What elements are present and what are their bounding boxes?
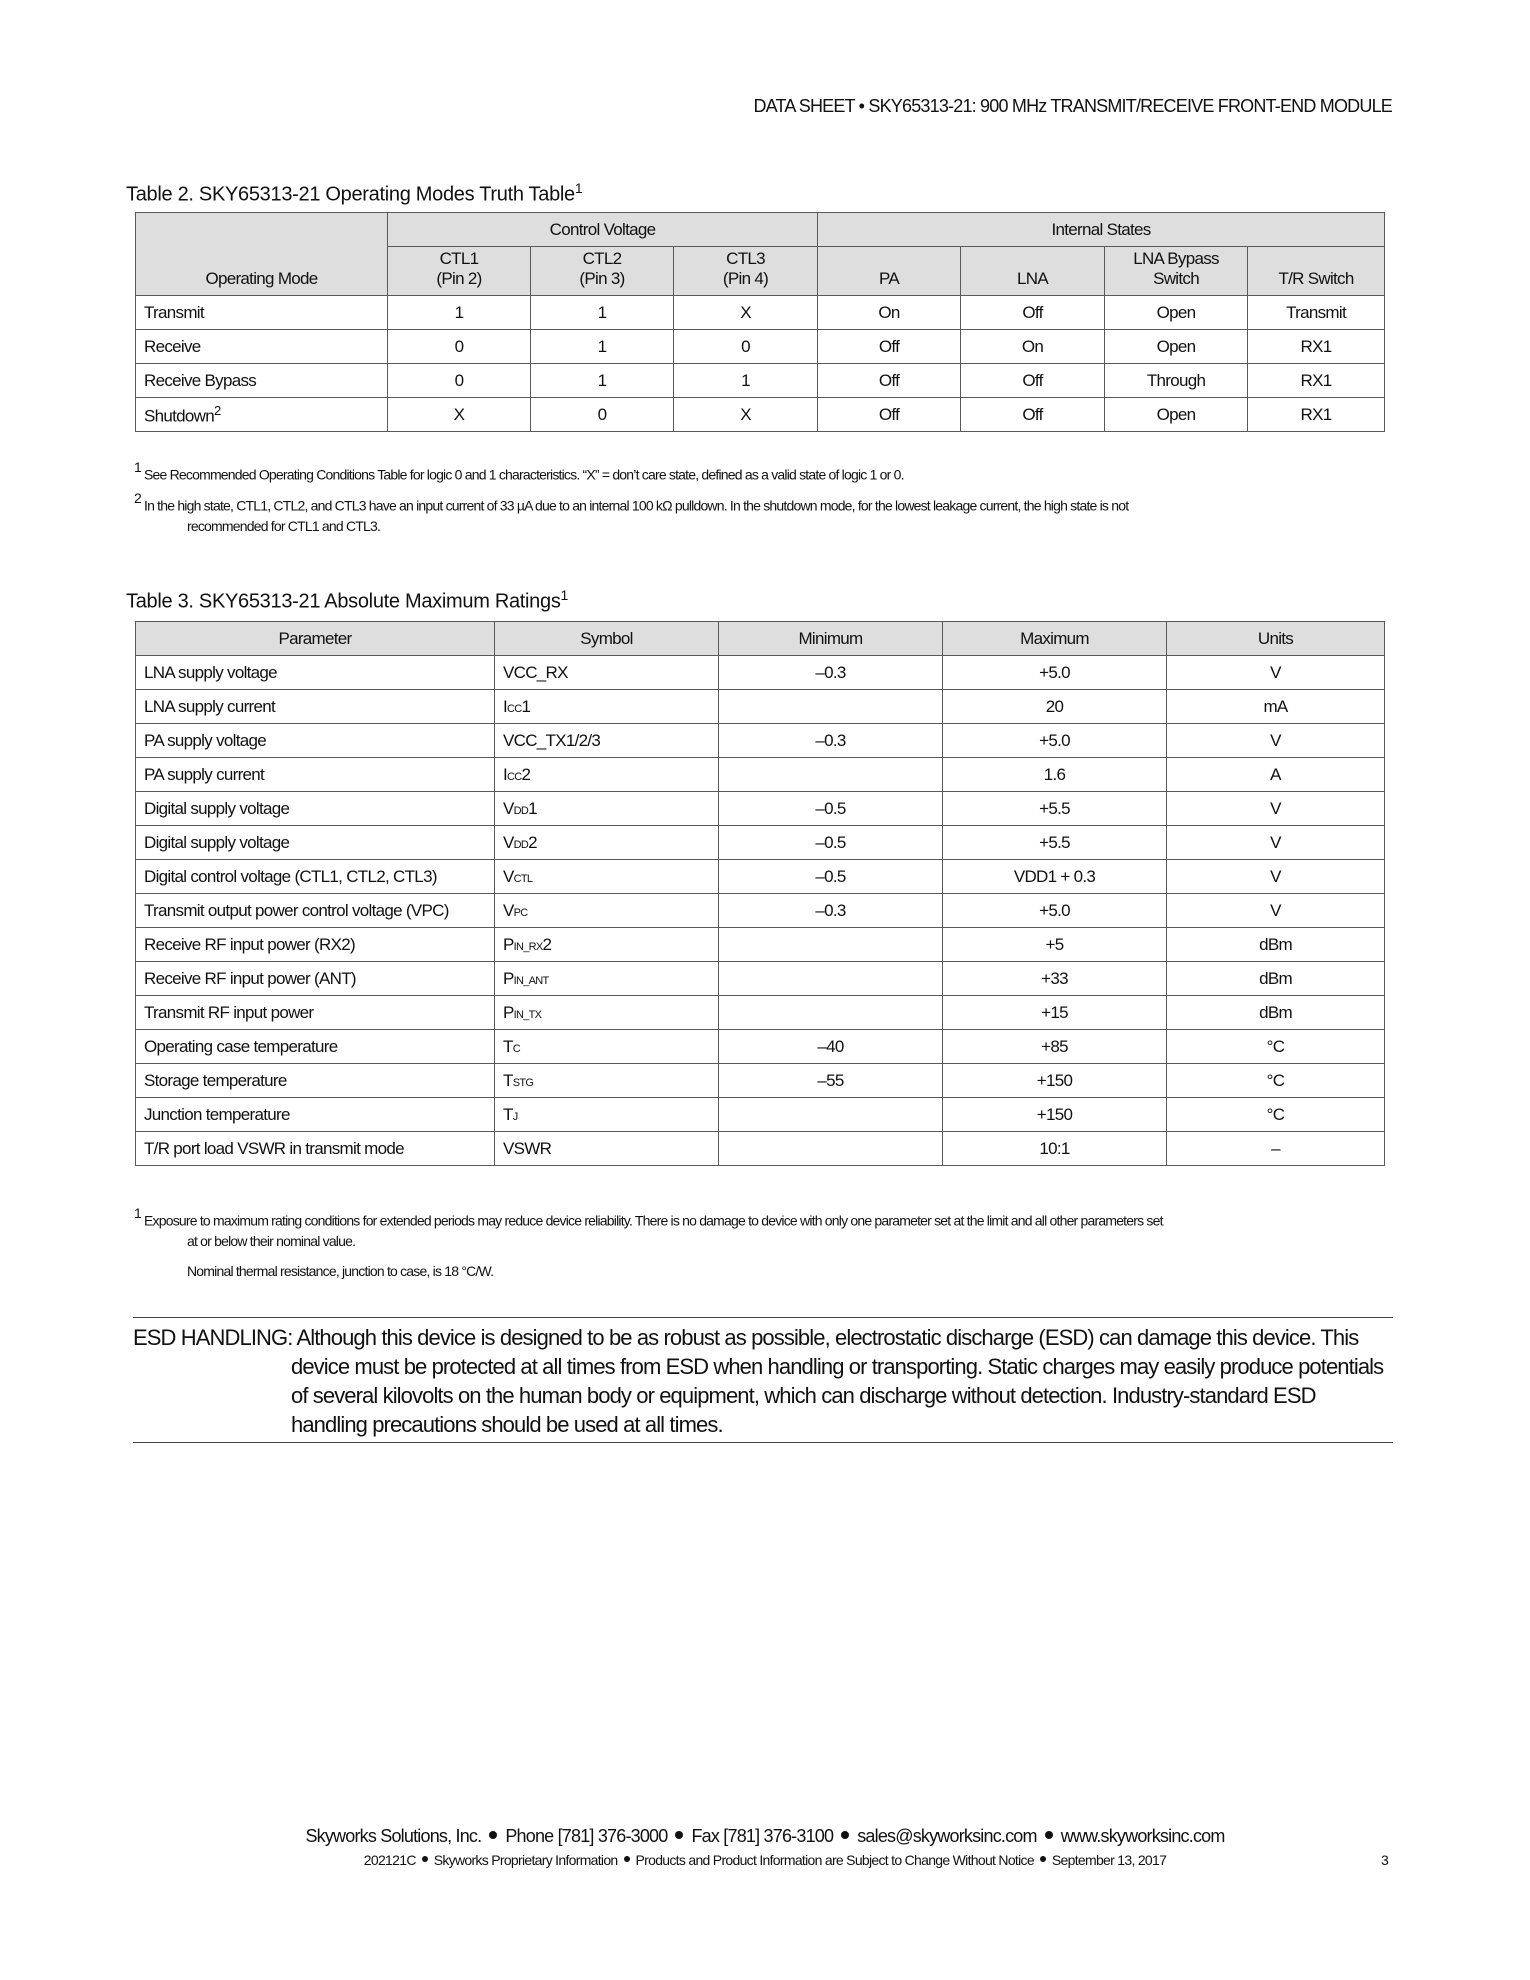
minimum-cell [719, 1098, 943, 1132]
table-cell: Off [818, 398, 961, 432]
table-cell: Off [818, 364, 961, 398]
note-number: 1 [134, 1205, 141, 1221]
symbol-subscript: DD [513, 804, 529, 817]
symbol-text: VCC_TX1/2/3 [503, 730, 601, 750]
table-row [136, 894, 1385, 928]
minimum-cell: –0.5 [719, 860, 943, 894]
page-header: DATA SHEET • SKY65313-21: 900 MHz TRANSMIT/RECEIVE FRONT-END MODULE [753, 96, 1392, 116]
table-cell: Transmit [1248, 296, 1385, 330]
symbol-text: T [503, 1104, 513, 1124]
table-cell: 0 [674, 330, 818, 364]
note-text: Exposure to maximum rating conditions for extended periods may reduce device reliability. There is no damage to device with only one parameter set at the limit and all other parameters set [144, 1212, 1163, 1229]
footer-doc-number: 202121C [363, 1852, 416, 1868]
symbol-text: P [503, 968, 514, 988]
footer-phone: Phone [781] 376-3000 [505, 1826, 668, 1846]
table2-subheader [961, 247, 1105, 296]
control-voltage-header: Control Voltage [388, 213, 818, 247]
symbol-cell [495, 1098, 719, 1132]
page-number: 3 [1381, 1852, 1389, 1868]
symbol-text: T [503, 1070, 513, 1090]
minimum-cell: –40 [719, 1030, 943, 1064]
operating-mode-header: Operating Mode [136, 213, 388, 296]
footer-contact [0, 1826, 1530, 1847]
table3-caption-text: Table 3. SKY65313-21 Absolute Maximum Ratings [126, 590, 561, 613]
symbol-cell [495, 758, 719, 792]
minimum-cell: –0.3 [719, 894, 943, 928]
symbol-text: VCC_RX [503, 662, 568, 682]
maximum-cell: +150 [943, 1098, 1167, 1132]
table-cell: X [674, 296, 818, 330]
table-row [136, 928, 1385, 962]
minimum-cell [719, 758, 943, 792]
table-cell: 1 [674, 364, 818, 398]
units-cell: V [1167, 860, 1385, 894]
units-cell: °C [1167, 1030, 1385, 1064]
column-header: Parameter [136, 622, 495, 656]
subheader-line: LNA Bypass [1133, 249, 1219, 268]
subheader-line: PA [879, 269, 900, 288]
note-text: In the high state, CTL1, CTL2, and CTL3 have an input current of 33 µA due to an internal 100 kΩ pulldown. In the shutdown mode, for the lowest leakage current, the high state is not [144, 497, 1129, 514]
symbol-cell [495, 1030, 719, 1064]
table-cell: Open [1105, 296, 1248, 330]
operating-mode-cell [136, 296, 388, 330]
subheader-line: T/R Switch [1278, 269, 1354, 288]
subheader-line: CTL2 [582, 249, 622, 268]
table-cell: 0 [388, 364, 531, 398]
subheader-line: LNA [1017, 269, 1049, 288]
table-row [136, 962, 1385, 996]
table2-subheader [818, 247, 961, 296]
table-cell: 1 [388, 296, 531, 330]
symbol-text: VSWR [503, 1138, 552, 1158]
table-row [136, 996, 1385, 1030]
internal-states-header: Internal States [818, 213, 1385, 247]
symbol-cell [495, 1132, 719, 1166]
units-cell: dBm [1167, 928, 1385, 962]
table-row [136, 1098, 1385, 1132]
note-continuation: at or below their nominal value. [187, 1232, 356, 1249]
table3-note-1 [134, 1205, 1163, 1281]
table-row [136, 364, 1385, 398]
table-cell: On [961, 330, 1105, 364]
minimum-cell [719, 1132, 943, 1166]
symbol-cell [495, 996, 719, 1030]
thermal-resistance-note: Nominal thermal resistance, junction to case, is 18 °C/W. [187, 1262, 494, 1279]
minimum-cell [719, 996, 943, 1030]
table-row [136, 1030, 1385, 1064]
table-cell: Open [1105, 330, 1248, 364]
parameter-cell: Storage temperature [136, 1064, 495, 1098]
table-row [136, 296, 1385, 330]
table-row [136, 860, 1385, 894]
column-header: Symbol [495, 622, 719, 656]
maximum-cell: +5 [943, 928, 1167, 962]
symbol-text: V [503, 798, 514, 818]
subheader-line: Switch [1153, 269, 1199, 288]
symbol-suffix: 1 [528, 798, 537, 818]
maximum-cell: +5.5 [943, 826, 1167, 860]
table2-subheader [388, 247, 531, 296]
units-cell: A [1167, 758, 1385, 792]
operating-mode-cell [136, 398, 388, 432]
table-row [136, 330, 1385, 364]
table-cell: X [674, 398, 818, 432]
symbol-subscript: PC [513, 906, 528, 919]
parameter-cell: Digital supply voltage [136, 826, 495, 860]
table-row [136, 398, 1385, 432]
table2-caption [126, 180, 582, 207]
subheader-line: (Pin 4) [722, 269, 769, 288]
parameter-cell: Digital supply voltage [136, 792, 495, 826]
esd-label: ESD HANDLING: [133, 1325, 293, 1350]
symbol-subscript: IN_TX [513, 1008, 542, 1021]
maximum-cell: VDD1 + 0.3 [943, 860, 1167, 894]
maximum-cell: +5.0 [943, 724, 1167, 758]
table3-caption [126, 587, 568, 614]
symbol-text: P [503, 934, 514, 954]
table-row [136, 1132, 1385, 1166]
mode-text: Receive Bypass [144, 370, 257, 390]
symbol-subscript: IN_ANT [513, 974, 549, 987]
symbol-subscript: CC [507, 702, 522, 715]
symbol-suffix: 2 [542, 934, 552, 954]
table2-caption-text: Table 2. SKY65313-21 Operating Modes Truth Table [126, 183, 575, 206]
subheader-line: (Pin 3) [579, 269, 625, 288]
maximum-cell: +150 [943, 1064, 1167, 1098]
parameter-cell: Receive RF input power (RX2) [136, 928, 495, 962]
bullet-icon [422, 1856, 428, 1862]
table2-subheader [1105, 247, 1248, 296]
symbol-text: T [503, 1036, 513, 1056]
parameter-cell: PA supply current [136, 758, 495, 792]
table2-header-row [136, 213, 1385, 247]
subheader-line: CTL1 [439, 249, 479, 268]
table-row [136, 826, 1385, 860]
footer-date: September 13, 2017 [1051, 1852, 1167, 1868]
table-cell: 1 [531, 330, 674, 364]
symbol-subscript: DD [513, 838, 529, 851]
minimum-cell: –0.5 [719, 792, 943, 826]
maximum-cell: +85 [943, 1030, 1167, 1064]
units-cell: V [1167, 724, 1385, 758]
maximum-cell: +5.0 [943, 656, 1167, 690]
operating-mode-cell [136, 364, 388, 398]
mode-text: Receive [144, 336, 201, 356]
symbol-suffix: 2 [521, 764, 531, 784]
note-text: See Recommended Operating Conditions Table for logic 0 and 1 characteristics. “X” = don’t care state, defined as a valid state of logic 1 or 0. [144, 466, 904, 483]
symbol-suffix: 1 [521, 696, 531, 716]
parameter-cell: Transmit RF input power [136, 996, 495, 1030]
symbol-suffix: 2 [528, 832, 537, 852]
table3-caption-sup: 1 [560, 587, 569, 603]
note-continuation: recommended for CTL1 and CTL3. [187, 517, 381, 534]
table-cell: Off [818, 330, 961, 364]
absolute-max-ratings-table [135, 621, 1385, 1166]
table-cell: RX1 [1248, 330, 1385, 364]
footer-proprietary: Skyworks Proprietary Information [433, 1852, 618, 1868]
table-row [136, 1064, 1385, 1098]
table2-subheader [1248, 247, 1385, 296]
subheader-line: CTL3 [726, 249, 765, 268]
maximum-cell: 10:1 [943, 1132, 1167, 1166]
footer-notice: Products and Product Information are Subject to Change Without Notice [635, 1852, 1034, 1868]
table-cell: RX1 [1248, 398, 1385, 432]
table2-subheader [674, 247, 818, 296]
mode-footnote: 2 [214, 402, 221, 418]
mode-text: Shutdown [144, 406, 215, 426]
table2-note-2 [134, 490, 1128, 536]
operating-modes-table [135, 212, 1385, 432]
table-row [136, 792, 1385, 826]
bullet-icon [624, 1856, 630, 1862]
parameter-cell: Transmit output power control voltage (VPC) [136, 894, 495, 928]
table-cell: Through [1105, 364, 1248, 398]
footer-info [0, 1852, 1530, 1868]
table-row [136, 656, 1385, 690]
units-cell: V [1167, 792, 1385, 826]
symbol-subscript: CTL [513, 872, 533, 885]
symbol-cell [495, 1064, 719, 1098]
maximum-cell: 1.6 [943, 758, 1167, 792]
table-row [136, 690, 1385, 724]
table2-subheader [531, 247, 674, 296]
symbol-cell [495, 928, 719, 962]
maximum-cell: +15 [943, 996, 1167, 1030]
column-header: Minimum [719, 622, 943, 656]
symbol-cell [495, 792, 719, 826]
bullet-icon [675, 1831, 683, 1839]
minimum-cell [719, 690, 943, 724]
mode-text: Transmit [144, 302, 204, 322]
symbol-subscript: IN_RX [513, 940, 543, 953]
units-cell: °C [1167, 1098, 1385, 1132]
table-row [136, 758, 1385, 792]
symbol-cell [495, 690, 719, 724]
esd-body: Although this device is designed to be as robust as possible, electrostatic discharge (ESD) can damage this device. This device must be protected at all times from ESD when handling or transporting. Static charges may easily produce potentials of several kilovolts on the human body or equipment, which can discharge without detection. Industry-standard ESD handling precautions should be used at all times. [291, 1325, 1384, 1437]
table-cell: X [388, 398, 531, 432]
minimum-cell [719, 962, 943, 996]
column-header: Units [1167, 622, 1385, 656]
esd-handling-box [133, 1317, 1393, 1443]
parameter-cell: Operating case temperature [136, 1030, 495, 1064]
minimum-cell: –0.5 [719, 826, 943, 860]
bullet-icon [1045, 1831, 1053, 1839]
table-cell: On [818, 296, 961, 330]
units-cell: °C [1167, 1064, 1385, 1098]
units-cell: dBm [1167, 996, 1385, 1030]
subheader-line: (Pin 2) [436, 269, 482, 288]
parameter-cell: T/R port load VSWR in transmit mode [136, 1132, 495, 1166]
footer-website[interactable]: www.skyworksinc.com [1060, 1826, 1225, 1846]
units-cell: V [1167, 826, 1385, 860]
maximum-cell: +5.5 [943, 792, 1167, 826]
note-number: 2 [134, 490, 141, 506]
parameter-cell: Digital control voltage (CTL1, CTL2, CTL3) [136, 860, 495, 894]
symbol-subscript: J [512, 1110, 518, 1123]
table2-note-1 [134, 459, 904, 485]
parameter-cell: LNA supply current [136, 690, 495, 724]
esd-text [133, 1323, 1393, 1439]
minimum-cell [719, 928, 943, 962]
note-number: 1 [134, 459, 141, 475]
bullet-icon [489, 1831, 497, 1839]
symbol-text: V [503, 866, 514, 886]
parameter-cell: LNA supply voltage [136, 656, 495, 690]
table3-header-row [136, 622, 1385, 656]
table-cell: Off [961, 364, 1105, 398]
table-cell: Open [1105, 398, 1248, 432]
footer-email[interactable]: sales@skyworksinc.com [857, 1826, 1037, 1846]
footer-fax: Fax [781] 376-3100 [691, 1826, 834, 1846]
column-header: Maximum [943, 622, 1167, 656]
symbol-cell [495, 962, 719, 996]
parameter-cell: Junction temperature [136, 1098, 495, 1132]
operating-mode-cell [136, 330, 388, 364]
minimum-cell: –0.3 [719, 656, 943, 690]
symbol-text: I [503, 696, 508, 716]
maximum-cell: +5.0 [943, 894, 1167, 928]
symbol-subscript: CC [507, 770, 522, 783]
table-cell: Off [961, 296, 1105, 330]
symbol-cell [495, 860, 719, 894]
footer-company: Skyworks Solutions, Inc. [305, 1826, 482, 1846]
minimum-cell: –0.3 [719, 724, 943, 758]
units-cell: mA [1167, 690, 1385, 724]
symbol-cell [495, 656, 719, 690]
symbol-text: P [503, 1002, 514, 1022]
units-cell: V [1167, 656, 1385, 690]
parameter-cell: PA supply voltage [136, 724, 495, 758]
table2-caption-sup: 1 [574, 180, 583, 196]
table-cell: 0 [388, 330, 531, 364]
bullet-icon [841, 1831, 849, 1839]
symbol-subscript: C [512, 1042, 520, 1055]
symbol-subscript: STG [512, 1076, 534, 1089]
symbol-text: V [503, 832, 514, 852]
maximum-cell: +33 [943, 962, 1167, 996]
units-cell: – [1167, 1132, 1385, 1166]
table-cell: 1 [531, 364, 674, 398]
table-cell: 0 [531, 398, 674, 432]
parameter-cell: Receive RF input power (ANT) [136, 962, 495, 996]
symbol-cell [495, 894, 719, 928]
symbol-cell [495, 826, 719, 860]
table-cell: 1 [531, 296, 674, 330]
minimum-cell: –55 [719, 1064, 943, 1098]
maximum-cell: 20 [943, 690, 1167, 724]
symbol-text: V [503, 900, 514, 920]
symbol-text: I [503, 764, 508, 784]
bullet-icon [1040, 1856, 1046, 1862]
units-cell: dBm [1167, 962, 1385, 996]
table-row [136, 724, 1385, 758]
table-cell: Off [961, 398, 1105, 432]
symbol-cell [495, 724, 719, 758]
table-cell: RX1 [1248, 364, 1385, 398]
units-cell: V [1167, 894, 1385, 928]
